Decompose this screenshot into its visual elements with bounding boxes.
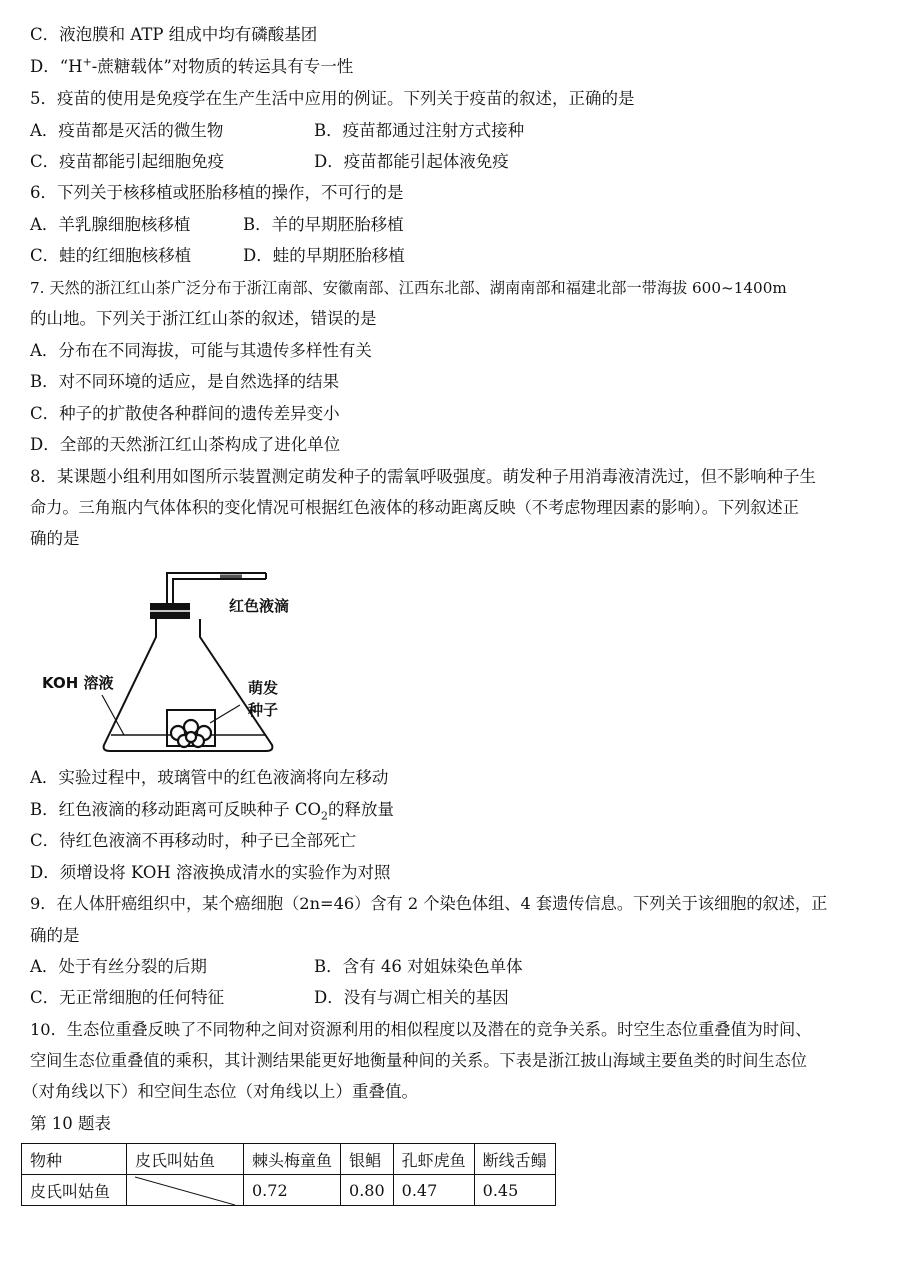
table-cell: 0.80 bbox=[341, 1175, 394, 1206]
flask-apparatus-figure bbox=[40, 565, 320, 760]
q10-stem-line-2: 空间生态位重叠值的乘积，其计测结果能更好地衡量种间的关系。下表是浙江披山海域主要鱼类的时间生态位 bbox=[30, 1051, 807, 1070]
diagonal-line bbox=[135, 1175, 235, 1205]
table-cell: 0.45 bbox=[474, 1175, 555, 1206]
q9-stem-line-2: 确的是 bbox=[30, 926, 80, 945]
q5-option-c: C．疫苗都能引起细胞免疫 bbox=[30, 152, 225, 171]
q5-stem: 5．疫苗的使用是免疫学在生产生活中应用的例证。下列关于疫苗的叙述，正确的是 bbox=[30, 89, 635, 108]
table-header-cell: 断线舌鳎 bbox=[474, 1144, 555, 1175]
q6-stem: 6．下列关于核移植或胚胎移植的操作，不可行的是 bbox=[30, 183, 404, 202]
subscript-2: 2 bbox=[321, 809, 329, 823]
q8-stem-line-1: 8．某课题小组利用如图所示装置测定萌发种子的需氧呼吸强度。萌发种子用消毒液清洗过，但不影响种子生 bbox=[30, 467, 816, 486]
q9-option-a: A．处于有丝分裂的后期 bbox=[30, 957, 207, 976]
table-row bbox=[22, 1175, 556, 1206]
red-droplet bbox=[220, 575, 242, 579]
table-header-cell: 物种 bbox=[22, 1144, 127, 1175]
label-koh-solution: KOH 溶液 bbox=[42, 674, 114, 692]
q8-stem-line-3: 确的是 bbox=[30, 529, 80, 548]
q5-option-b: B．疫苗都通过注射方式接种 bbox=[314, 121, 525, 140]
q8-option-a: A．实验过程中，玻璃管中的红色液滴将向左移动 bbox=[30, 768, 389, 787]
q4-option-d-text-1: D．“H bbox=[30, 57, 83, 76]
q6-option-c: C．蛙的红细胞核移植 bbox=[30, 246, 192, 265]
q8-option-c: C．待红色液滴不再移动时，种子已全部死亡 bbox=[30, 831, 357, 850]
table-header-cell: 孔虾虎鱼 bbox=[393, 1144, 474, 1175]
q7-stem-line-1: 7. 天然的浙江红山茶广泛分布于浙江南部、安徽南部、江西东北部、湖南南部和福建北部一带海拔 600~1400m bbox=[30, 279, 787, 297]
table-header-cell: 皮氏叫姑鱼 bbox=[127, 1144, 244, 1175]
q4-option-d-text-2: -蔗糖载体”对物质的转运具有专一性 bbox=[91, 57, 354, 76]
q10-stem-line-3: （对角线以下）和空间生态位（对角线以上）重叠值。 bbox=[22, 1082, 418, 1101]
seeds bbox=[171, 720, 211, 747]
table-cell: 0.47 bbox=[393, 1175, 474, 1206]
q6-option-d: D．蛙的早期胚胎移植 bbox=[243, 246, 405, 265]
q4-option-d bbox=[30, 57, 353, 77]
q5-option-d: D．疫苗都能引起体液免疫 bbox=[314, 152, 509, 171]
q9-stem-line-1: 9．在人体肝癌组织中，某个癌细胞（2n=46）含有 2 个染色体组、4 套遗传信息。下列关于该细胞的叙述，正 bbox=[30, 894, 828, 913]
table-header-cell: 棘头梅童鱼 bbox=[244, 1144, 341, 1175]
q8-option-b-text-2: 的释放量 bbox=[328, 800, 395, 819]
q6-option-a: A．羊乳腺细胞核移植 bbox=[30, 215, 191, 234]
q8-option-d: D．须增设将 KOH 溶液换成清水的实验作为对照 bbox=[30, 863, 391, 882]
label-germinating-seed-2: 种子 bbox=[248, 701, 279, 719]
q7-stem-line-2: 的山地。下列关于浙江红山茶的叙述，错误的是 bbox=[30, 309, 377, 328]
q4-option-c: C．液泡膜和 ATP 组成中均有磷酸基团 bbox=[30, 25, 318, 44]
table-cell: 0.72 bbox=[244, 1175, 341, 1206]
q8-option-b-text-1: B．红色液滴的移动距离可反映种子 CO bbox=[30, 800, 322, 819]
label-germinating-seed-1: 萌发 bbox=[248, 679, 279, 697]
q8-stem-line-2: 命力。三角瓶内气体体积的变化情况可根据红色液体的移动距离反映（不考虑物理因素的影响）。下列叙述正 bbox=[30, 498, 799, 517]
table-caption: 第 10 题表 bbox=[30, 1114, 111, 1133]
q5-option-a: A．疫苗都是灭活的微生物 bbox=[30, 121, 224, 140]
table-diagonal-cell bbox=[127, 1175, 244, 1206]
table-header-cell: 银鲳 bbox=[341, 1144, 394, 1175]
q9-option-c: C．无正常细胞的任何特征 bbox=[30, 988, 225, 1007]
overlap-table bbox=[21, 1143, 556, 1206]
label-red-droplet: 红色液滴 bbox=[229, 597, 290, 615]
koh-leader-line bbox=[102, 695, 124, 735]
q9-option-d: D．没有与凋亡相关的基因 bbox=[314, 988, 509, 1007]
q8-option-b bbox=[30, 800, 395, 823]
q7-option-c: C．种子的扩散使各种群间的遗传差异变小 bbox=[30, 404, 340, 423]
table-header-row bbox=[22, 1144, 556, 1175]
q7-option-b: B．对不同环境的适应，是自然选择的结果 bbox=[30, 372, 340, 391]
q6-option-b: B．羊的早期胚胎移植 bbox=[243, 215, 404, 234]
q10-stem-line-1: 10．生态位重叠反映了不同物种之间对资源利用的相似程度以及潜在的竞争关系。时空生态位重叠值为时间、 bbox=[30, 1020, 812, 1039]
table-cell: 皮氏叫姑鱼 bbox=[22, 1175, 127, 1206]
q7-option-d: D．全部的天然浙江红山茶构成了进化单位 bbox=[30, 435, 341, 454]
q9-option-b: B．含有 46 对姐妹染色单体 bbox=[314, 957, 523, 976]
q7-option-a: A．分布在不同海拔，可能与其遗传多样性有关 bbox=[30, 341, 372, 360]
superscript-plus: + bbox=[82, 55, 92, 69]
